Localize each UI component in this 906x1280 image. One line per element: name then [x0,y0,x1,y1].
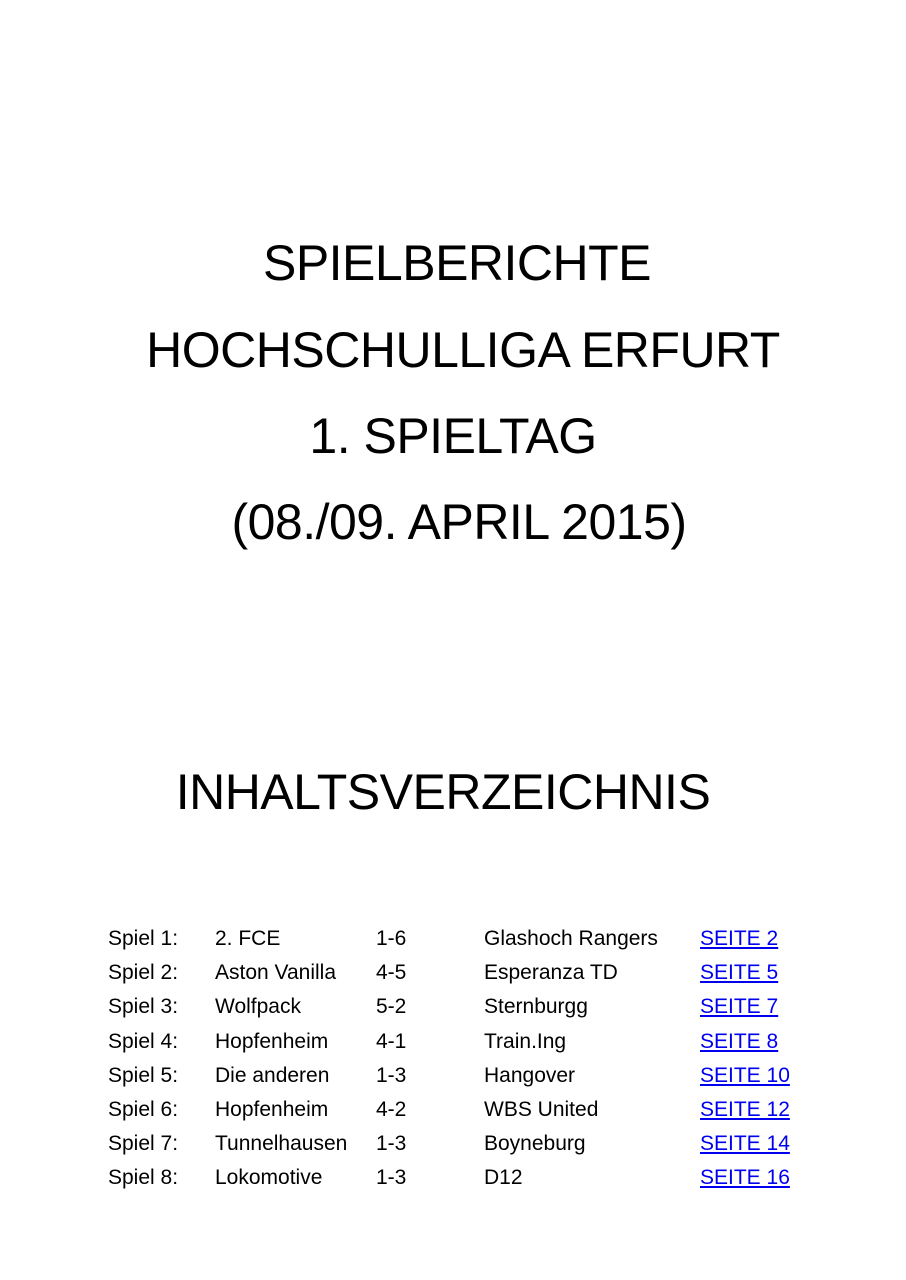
title-line-1: SPIELBERICHTE [262,235,652,291]
toc-row [108,1161,828,1195]
home-team: Die anderen [215,1063,330,1087]
page-link[interactable]: SEITE 14 [700,1132,790,1156]
score: 4-2 [376,1097,407,1121]
game-number: Spiel 2: [108,961,179,985]
table-of-contents [108,922,828,1196]
score: 1-3 [376,1132,407,1156]
score: 4-1 [376,1029,407,1053]
score: 1-6 [376,927,407,950]
home-team: Tunnelhausen [215,1132,348,1156]
away-team: Esperanza TD [484,961,618,985]
away-team: WBS United [484,1097,599,1121]
page-link[interactable]: SEITE 7 [700,995,779,1019]
page-link[interactable]: SEITE 8 [700,1029,779,1053]
home-team: Lokomotive [215,1166,323,1190]
home-team: Wolfpack [215,995,301,1019]
page-link[interactable]: SEITE 10 [700,1063,790,1087]
page-link[interactable]: SEITE 12 [700,1097,790,1121]
home-team: Hopfenheim [215,1029,329,1053]
toc-row [108,922,828,956]
toc-row [108,1059,828,1093]
away-team: Glashoch Rangers [484,927,658,950]
score: 5-2 [376,995,407,1019]
score: 1-3 [376,1166,407,1190]
home-team: Aston Vanilla [215,961,337,985]
toc-row [108,956,828,990]
home-team: 2. FCE [215,927,281,950]
title-line-2: HOCHSCHULLIGA ERFURT [146,322,780,378]
away-team: Train.Ing [484,1029,567,1053]
title-line-4: (08./09. APRIL 2015) [231,494,687,550]
home-team: Hopfenheim [215,1097,329,1121]
game-number: Spiel 7: [108,1132,179,1156]
page-link[interactable]: SEITE 16 [700,1166,790,1190]
away-team: D12 [484,1166,523,1190]
away-team: Sternburgg [484,995,588,1019]
game-number: Spiel 5: [108,1063,179,1087]
page-link[interactable]: SEITE 5 [700,961,779,985]
game-number: Spiel 6: [108,1097,179,1121]
page-link[interactable]: SEITE 2 [700,927,779,950]
away-team: Boyneburg [484,1132,586,1156]
toc-row [108,1127,828,1161]
game-number: Spiel 3: [108,995,179,1019]
game-number: Spiel 4: [108,1029,179,1053]
score: 1-3 [376,1063,407,1087]
toc-row [108,1093,828,1127]
toc-row [108,990,828,1024]
game-number: Spiel 8: [108,1166,179,1190]
game-number: Spiel 1: [108,927,179,950]
score: 4-5 [376,961,407,985]
toc-row [108,1025,828,1059]
toc-heading: INHALTSVERZEICHNIS [175,764,711,820]
title-line-3: 1. SPIELTAG [309,408,597,464]
away-team: Hangover [484,1063,576,1087]
